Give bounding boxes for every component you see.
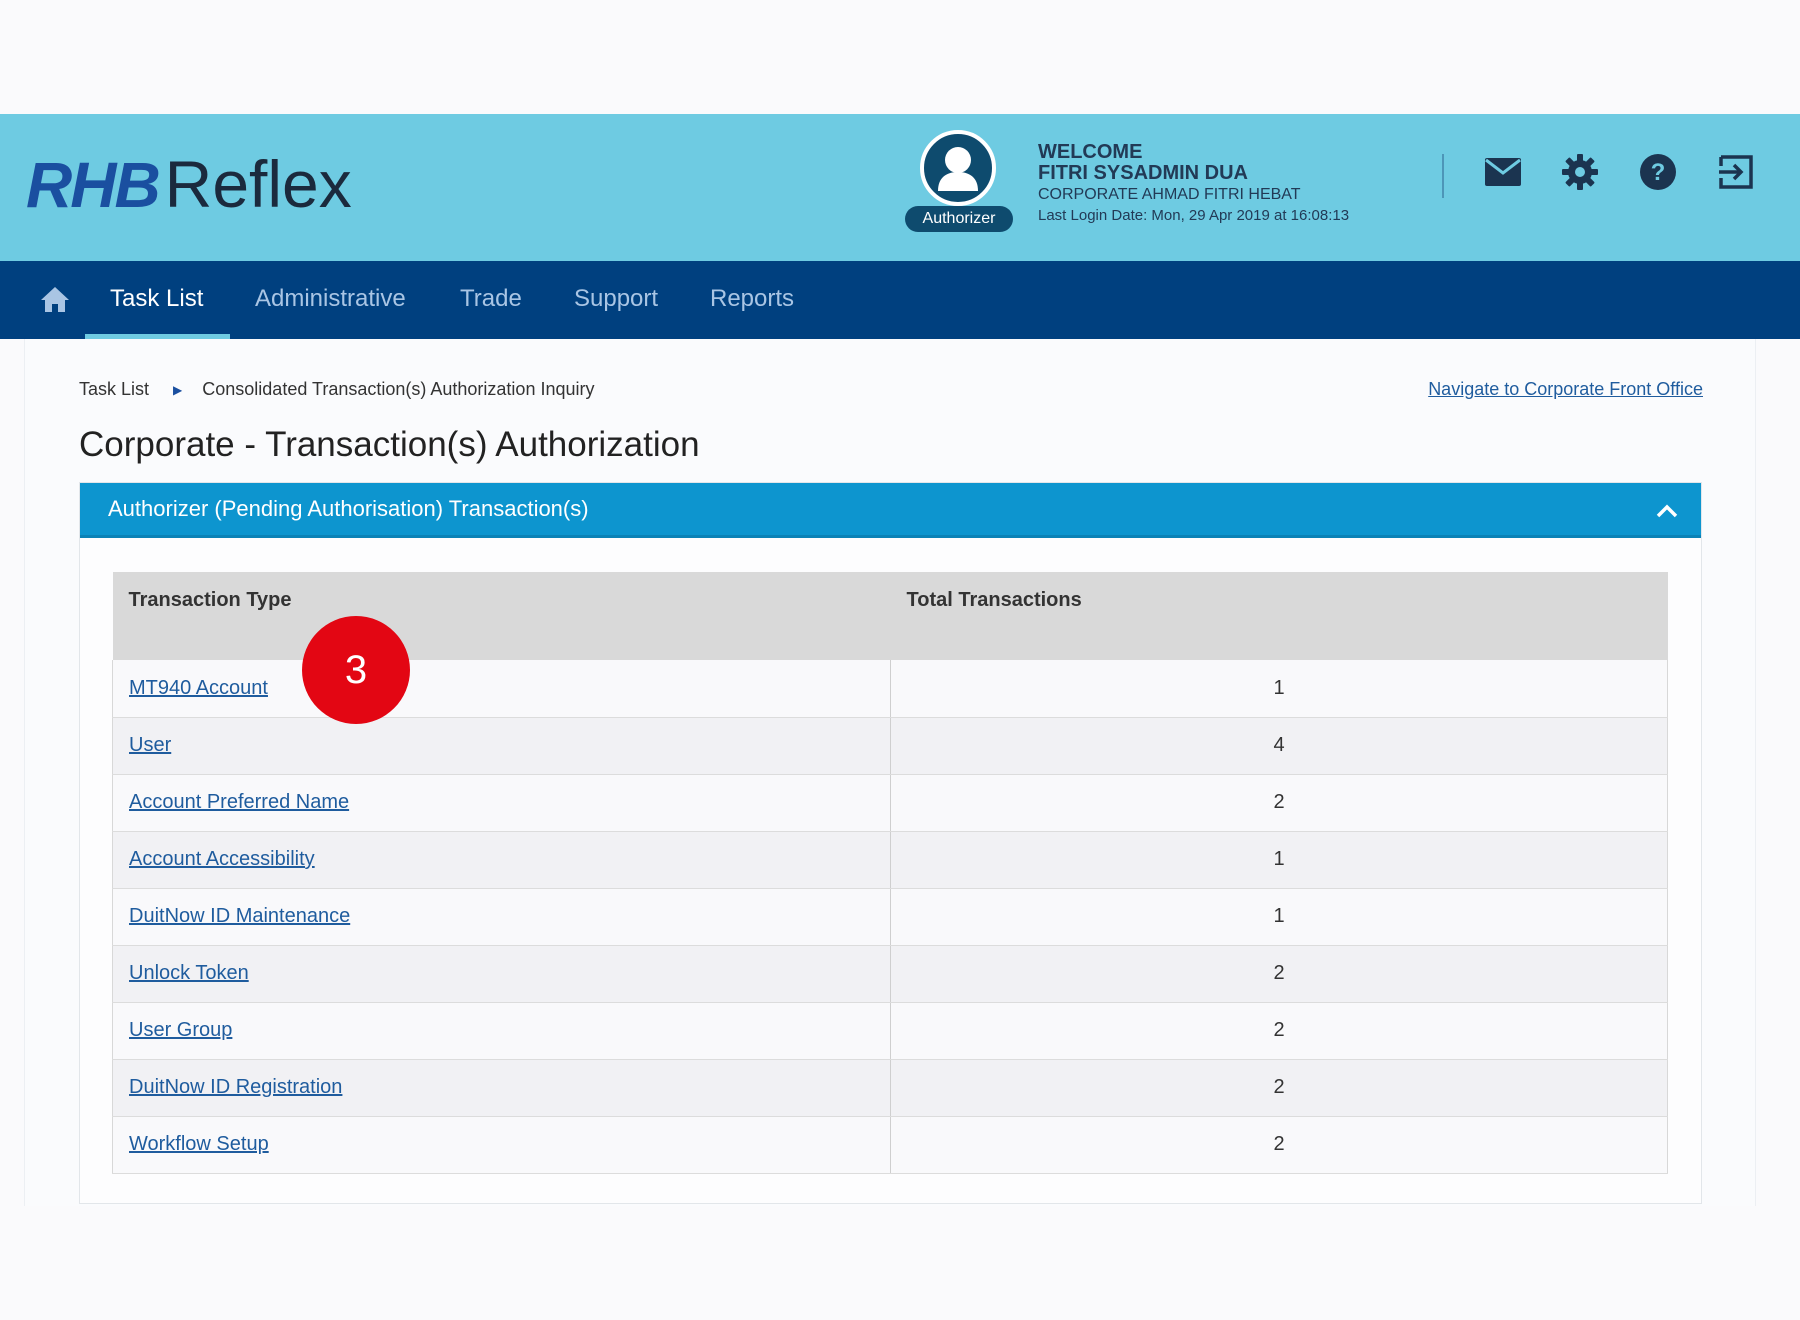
- transaction-type-link[interactable]: Unlock Token: [129, 962, 249, 984]
- welcome-label: WELCOME: [1038, 141, 1143, 163]
- logo-rhb-text: RHB: [26, 149, 159, 221]
- home-icon: [40, 285, 70, 313]
- top-blank-area: [0, 0, 1800, 114]
- total-transactions-cell: 1: [891, 888, 1668, 945]
- table-row: [113, 945, 1668, 1002]
- home-button[interactable]: [40, 285, 70, 315]
- step-number-badge: 3: [302, 616, 410, 724]
- nav-tab-task-list[interactable]: Task List: [110, 285, 204, 312]
- transaction-type-link[interactable]: User Group: [129, 1019, 233, 1041]
- table-row: [113, 717, 1668, 774]
- user-avatar-block[interactable]: [905, 130, 1013, 240]
- transaction-type-cell: [113, 1002, 891, 1059]
- logout-button[interactable]: [1716, 152, 1756, 192]
- main-nav: [0, 261, 1800, 339]
- breadcrumb-current: Consolidated Transaction(s) Authorization Inquiry: [202, 379, 595, 399]
- help-icon: [1639, 153, 1677, 191]
- transaction-type-link[interactable]: User: [129, 734, 172, 756]
- transaction-type-cell: [113, 1116, 891, 1173]
- nav-tab-administrative[interactable]: Administrative: [255, 285, 406, 312]
- transaction-type-link[interactable]: DuitNow ID Maintenance: [129, 905, 351, 927]
- pending-authorisation-panel: [79, 482, 1702, 1204]
- last-login-date: Last Login Date: Mon, 29 Apr 2019 at 16:08:13: [1038, 207, 1350, 224]
- svg-text:?: ?: [1650, 159, 1666, 186]
- table-row: [113, 1002, 1668, 1059]
- breadcrumb-task-list[interactable]: Task List: [79, 379, 150, 399]
- column-header-transaction-type: Transaction Type: [113, 572, 891, 660]
- total-transactions-cell: 2: [891, 1002, 1668, 1059]
- chevron-up-icon[interactable]: [1655, 500, 1679, 522]
- logout-icon: [1717, 154, 1755, 190]
- total-transactions-cell: 2: [891, 945, 1668, 1002]
- header-divider: [1442, 154, 1444, 198]
- transaction-type-link[interactable]: MT940 Account: [129, 676, 268, 699]
- total-transactions-cell: 2: [891, 774, 1668, 831]
- breadcrumb: [79, 379, 594, 400]
- welcome-info: [1038, 142, 1349, 226]
- avatar: [920, 130, 996, 206]
- table-row: [113, 1116, 1668, 1173]
- transaction-type-link[interactable]: Account Accessibility: [129, 848, 315, 870]
- transaction-type-cell: [113, 660, 891, 717]
- total-transactions-cell: 2: [891, 1116, 1668, 1173]
- help-button[interactable]: [1638, 152, 1678, 192]
- column-header-total-transactions: Total Transactions: [891, 572, 1668, 660]
- table-row: [113, 888, 1668, 945]
- nav-tab-trade[interactable]: Trade: [460, 285, 522, 312]
- breadcrumb-separator-icon: ▶: [173, 382, 183, 397]
- user-silhouette-icon: [935, 143, 981, 193]
- transaction-type-cell: [113, 945, 891, 1002]
- gear-icon: [1561, 153, 1599, 191]
- transaction-type-cell: [113, 774, 891, 831]
- mail-button[interactable]: [1483, 152, 1523, 192]
- settings-button[interactable]: [1560, 152, 1600, 192]
- page-title: Corporate - Transaction(s) Authorization: [79, 425, 700, 464]
- transaction-type-cell: [113, 717, 891, 774]
- nav-tab-support[interactable]: Support: [574, 285, 659, 312]
- nav-tab-reports[interactable]: Reports: [710, 285, 795, 312]
- total-transactions-cell: 4: [891, 717, 1668, 774]
- table-row: [113, 1059, 1668, 1116]
- mail-icon: [1484, 157, 1522, 187]
- panel-title: Authorizer (Pending Authorisation) Transaction(s): [108, 496, 589, 521]
- total-transactions-cell: 1: [891, 831, 1668, 888]
- transaction-type-cell: [113, 888, 891, 945]
- app-header: [0, 114, 1800, 261]
- user-name: FITRI SYSADMIN DUA: [1038, 162, 1248, 184]
- transaction-type-link[interactable]: Workflow Setup: [129, 1133, 269, 1155]
- transaction-type-link[interactable]: DuitNow ID Registration: [129, 1076, 343, 1098]
- transaction-type-cell: [113, 1059, 891, 1116]
- total-transactions-cell: 2: [891, 1059, 1668, 1116]
- panel-header[interactable]: [80, 483, 1701, 538]
- table-row: [113, 831, 1668, 888]
- logo-reflex-text: Reflex: [164, 147, 352, 221]
- transaction-type-cell: [113, 831, 891, 888]
- navigate-front-office-link[interactable]: Navigate to Corporate Front Office: [1428, 379, 1703, 399]
- corporate-name: CORPORATE AHMAD FITRI HEBAT: [1038, 186, 1301, 203]
- transaction-type-link[interactable]: Account Preferred Name: [129, 791, 350, 813]
- main-content: [24, 339, 1756, 1206]
- role-badge: Authorizer: [905, 206, 1013, 232]
- total-transactions-cell: 1: [891, 660, 1668, 717]
- table-row: [113, 774, 1668, 831]
- rhb-reflex-logo[interactable]: [26, 146, 352, 226]
